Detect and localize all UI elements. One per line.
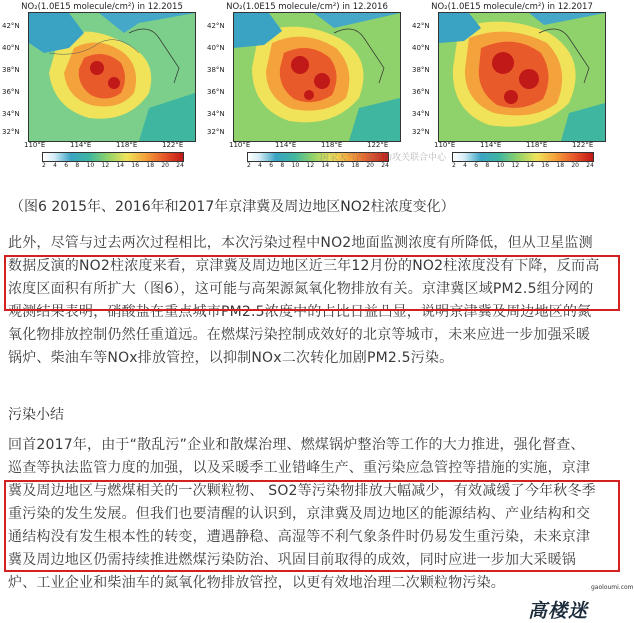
text-line: 回首2017年，由于“散乱污”企业和散煤治理、燃煤锅炉整治等工作的大力推进，强化督查、: [8, 437, 585, 453]
colorbar: [452, 152, 594, 162]
colorbar-ticks: 2 4 6 8 10 12 14 16 18 20 24: [452, 162, 594, 169]
lon-label: 122°E: [572, 141, 594, 149]
lat-label: 42°N: [2, 22, 20, 30]
map-panel-2016: [207, 0, 407, 172]
no2-map-figure: [0, 0, 623, 172]
lon-label: 110°E: [434, 141, 456, 149]
no2-concentration-map: [438, 12, 606, 142]
map-title: NO₂(1.0E15 molecule/cm²) in 12.2016: [226, 2, 388, 12]
site-logo: 高楼迷: [528, 600, 589, 622]
no2-concentration-map: [233, 12, 401, 142]
logo-domain: gaoloumi.com: [591, 584, 634, 591]
no2-concentration-map: [28, 12, 196, 142]
lat-label: 32°N: [207, 128, 225, 136]
lat-label: 42°N: [412, 22, 430, 30]
lat-label: 36°N: [412, 88, 430, 96]
colorbar: [42, 152, 184, 162]
text-line: 冀及周边地区仍需持续推进燃煤污染防治、巩固目前取得的成效，同时应进一步加大采暖锅: [8, 552, 576, 568]
lat-label: 40°N: [2, 44, 20, 52]
lat-label: 36°N: [2, 88, 20, 96]
text-line: 通结构没有发生根本性的转变，遭遇静稳、高湿等不利气象条件时仍易发生重污染，未来京津: [8, 529, 591, 545]
text-line: 巡查等执法监管力度的加强，以及采暖季工业错峰生产、重污染应急管控等措施的实施，京津: [8, 460, 591, 476]
text-line: 锅炉、柴油车等NOx排放管控，以抑制NOx二次转化加剧PM2.5污染。: [8, 350, 454, 366]
map-panel-2017: [412, 0, 612, 172]
text-line: 氧化物排放控制仍然任重道远。在燃煤污染控制成效好的北京等城市，未来应进一步加强采暖: [8, 327, 591, 343]
lon-label: 118°E: [526, 141, 548, 149]
watermark: 国家大气污染防治攻关联合中心: [320, 153, 447, 163]
lon-label: 122°E: [162, 141, 184, 149]
lon-label: 122°E: [367, 141, 389, 149]
text-line: 重污染的发生发展。但我们也要清醒的认识到，京津冀及周边地区的能源结构、产业结构和交: [8, 506, 591, 522]
lat-label: 38°N: [2, 66, 20, 74]
highlight-box: [4, 480, 620, 572]
lat-label: 32°N: [2, 128, 20, 136]
lat-label: 38°N: [207, 66, 225, 74]
lon-label: 110°E: [24, 141, 46, 149]
text-line: 冀及周边地区与燃煤相关的一次颗粒物、 SO2等污染物排放大幅减少，有效减缓了今年秋冬季: [8, 483, 596, 499]
lon-label: 118°E: [116, 141, 138, 149]
map-panel-2015: [2, 0, 202, 172]
lat-label: 40°N: [207, 44, 225, 52]
map-title: NO₂(1.0E15 molecule/cm²) in 12.2017: [431, 2, 593, 12]
text-line: 浓度区面积有所扩大（图6），这可能与高架源氮氧化物排放有关。京津冀区域PM2.5组分网的: [8, 281, 594, 297]
highlight-box: [4, 255, 620, 311]
text-line: 此外，尽管与过去两次过程相比，本次污染过程中NO2地面监测浓度有所降低，但从卫星监测: [8, 235, 593, 251]
lat-label: 36°N: [207, 88, 225, 96]
text-line: 观测结果表明，硝酸盐在重点城市PM2.5浓度中的占比日益凸显，说明京津冀及周边地区的氮: [8, 304, 592, 320]
lon-label: 114°E: [70, 141, 92, 149]
lon-label: 114°E: [275, 141, 297, 149]
lon-label: 114°E: [480, 141, 502, 149]
section-title: 污染小结: [8, 407, 64, 423]
colorbar-ticks: 2 4 6 8 10 12 14 16 18 20 24: [247, 162, 389, 169]
lat-label: 40°N: [412, 44, 430, 52]
colorbar-ticks: 2 4 6 8 10 12 14 16 18 20 24: [42, 162, 184, 169]
lat-label: 34°N: [412, 110, 430, 118]
lat-label: 38°N: [412, 66, 430, 74]
lon-label: 110°E: [229, 141, 251, 149]
text-line: 炉、工业企业和柴油车的氮氧化物排放管控，以更有效地治理二次颗粒物污染。: [8, 575, 505, 591]
lat-label: 32°N: [412, 128, 430, 136]
figure-caption: （图6 2015年、2016年和2017年京津冀及周边地区NO2柱浓度变化）: [10, 199, 455, 215]
text-line: 数据反演的NO2柱浓度来看，京津冀及周边地区近三年12月份的NO2柱浓度没有下降，反而高: [8, 258, 600, 274]
map-title: NO₂(1.0E15 molecule/cm²) in 12.2015: [21, 2, 183, 12]
lat-label: 34°N: [2, 110, 20, 118]
lat-label: 42°N: [207, 22, 225, 30]
lat-label: 34°N: [207, 110, 225, 118]
lon-label: 118°E: [321, 141, 343, 149]
